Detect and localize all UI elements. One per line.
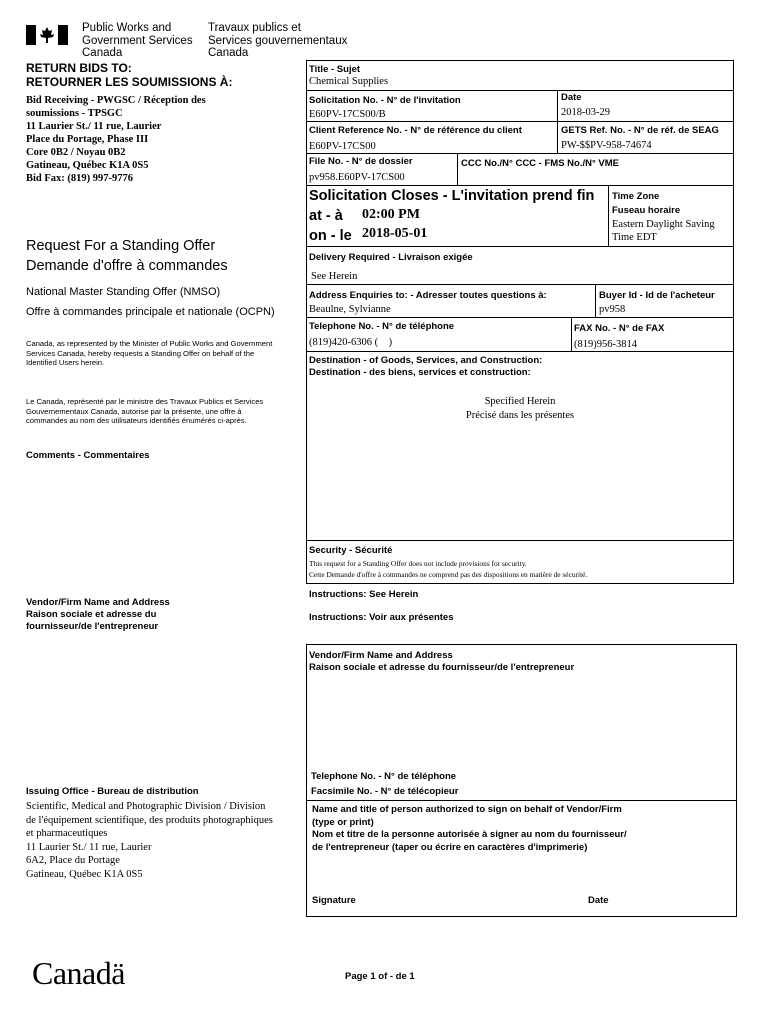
issuing-office-label: Issuing Office - Bureau de distribution <box>26 786 199 797</box>
authorized-signer-label: Name and title of person authorized to sign on behalf of Vendor/Firm (type or print) Nom et titre de la personne autorisée à signer au nom du fournisseur/ de l'entrepreneur (taper ou écrire en caractères d'imprimerie) <box>312 804 627 853</box>
department-name-fr: Travaux publics et Services gouvernementaux Canada <box>208 22 348 59</box>
closes-on-value: 2018-05-01 <box>362 226 428 241</box>
request-paragraph-en: Canada, as represented by the Minister of Public Works and Government Services Canada, hereby requests a Standing Offer on behalf of the Identified Users herein. <box>26 339 273 367</box>
date-label: Date <box>561 92 582 103</box>
destination-value: Specified Herein Précisé dans les présentes <box>465 396 575 421</box>
address-enquiries-label: Address Enquiries to: - Adresser toutes questions à: <box>309 290 547 301</box>
solicitation-label: Solicitation No. - N° de l'invitation <box>309 95 461 106</box>
security-label: Security - Sécurité <box>309 545 393 556</box>
fax-value: (819)956-3814 <box>574 339 637 350</box>
vendor-facsimile-label: Facsimile No. - N° de télécopieur <box>311 786 459 797</box>
buyer-id-label: Buyer Id - Id de l'acheteur <box>599 290 715 301</box>
instructions-fr: Instructions: Voir aux présentes <box>309 612 454 623</box>
closes-at-value: 02:00 PM <box>362 207 420 222</box>
file-number-label: File No. - N° de dossier <box>309 156 413 167</box>
vendor-firm-box-label: Vendor/Firm Name and Address Raison sociale et adresse du fournisseur/de l'entrepreneur <box>309 650 575 673</box>
vendor-name-address-field[interactable] <box>307 680 736 768</box>
fax-label: FAX No. - N° de FAX <box>574 323 665 334</box>
gets-ref-value: PW-$$PV-958-74674 <box>561 140 652 151</box>
ccc-label: CCC No./N° CCC - FMS No./N° VME <box>461 158 620 169</box>
department-name-en: Public Works and Government Services Canada <box>82 22 193 59</box>
canada-wordmark: Canadä <box>32 955 125 991</box>
request-paragraph-fr: Le Canada, représenté par le ministre des Travaux Publics et Services Gouvernementaux Canada, autorise par la présente, une offre à commandes au nom des utilisateurs identifiés énumérés ci-après. <box>26 397 264 425</box>
vendor-telephone-label: Telephone No. - N° de téléphone <box>311 771 457 782</box>
telephone-label: Telephone No. - N° de téléphone <box>309 321 455 332</box>
time-zone-value: Eastern Daylight Saving Time EDT <box>612 219 715 243</box>
time-zone-label: Time Zone Fuseau horaire <box>612 191 681 216</box>
signature-label: Signature <box>312 895 356 906</box>
gets-ref-label: GETS Ref. No. - N° de réf. de SEAG <box>561 125 719 136</box>
delivery-required-label: Delivery Required - Livraison exigée <box>309 252 473 263</box>
client-reference-label: Client Reference No. - N° de référence du client <box>309 125 522 136</box>
page-number: Page 1 of - de 1 <box>345 971 415 982</box>
solicitation-closes-title: Solicitation Closes - L'invitation prend fin <box>309 188 595 204</box>
canada-flag-logo <box>26 25 68 45</box>
buyer-id-value: pv958 <box>599 304 626 315</box>
closes-on-label: on - le <box>309 228 352 244</box>
issuing-office-address: Scientific, Medical and Photographic Division / Division de l'équipement scientifique, des produits photographiques et pharmaceutiques 11 Laurier St./ 11 rue, Laurier 6A2, Place du Portage Gatineau, Québec K1A 0S5 <box>26 801 273 880</box>
file-number-value: pv958.E60PV-17CS00 <box>309 172 405 183</box>
return-bids-title: RETURN BIDS TO: RETOURNER LES SOUMISSIONS À: <box>26 61 233 89</box>
request-title: Request For a Standing Offer Demande d'offre à commandes <box>26 238 228 274</box>
solicitation-value: E60PV-17CS00/B <box>309 109 386 120</box>
destination-label: Destination - of Goods, Services, and Construction: Destination - des biens, services et construction: <box>309 355 543 378</box>
closes-at-label: at - à <box>309 208 343 224</box>
authorized-signer-field[interactable] <box>307 862 736 890</box>
return-bids-address: Bid Receiving - PWGSC / Réception des soumissions - TPSGC 11 Laurier St./ 11 rue, Laurier Place du Portage, Phase III Core 0B2 / Noyau 0B2 Gatineau, Québec K1A 0S5 Bid Fax: (819) 997-9776 <box>26 95 206 184</box>
title-value: Chemical Supplies <box>309 76 389 87</box>
security-text: This request for a Standing Offer does not include provisions for security. Cette Demande d'offre à commandes ne comprend pas des dispositions en matière de sécurité. <box>309 559 588 579</box>
address-enquiries-value: Beaulne, Sylvianne <box>309 304 391 315</box>
client-reference-value: E60PV-17CS00 <box>309 141 376 152</box>
telephone-value: (819)420-6306 ( ) <box>309 337 393 348</box>
comments-label: Comments - Commentaires <box>26 450 150 461</box>
date-value: 2018-03-29 <box>561 107 610 118</box>
vendor-firm-label: Vendor/Firm Name and Address Raison sociale et adresse du fournisseur/de l'entrepreneur <box>26 597 170 632</box>
delivery-required-value: See Herein <box>311 271 358 282</box>
signature-date-label: Date <box>588 895 609 906</box>
instructions-en: Instructions: See Herein <box>309 589 419 600</box>
title-label: Title - Sujet <box>309 64 361 75</box>
nmso-label: National Master Standing Offer (NMSO) Offre à commandes principale et nationale (OCPN) <box>26 286 275 318</box>
